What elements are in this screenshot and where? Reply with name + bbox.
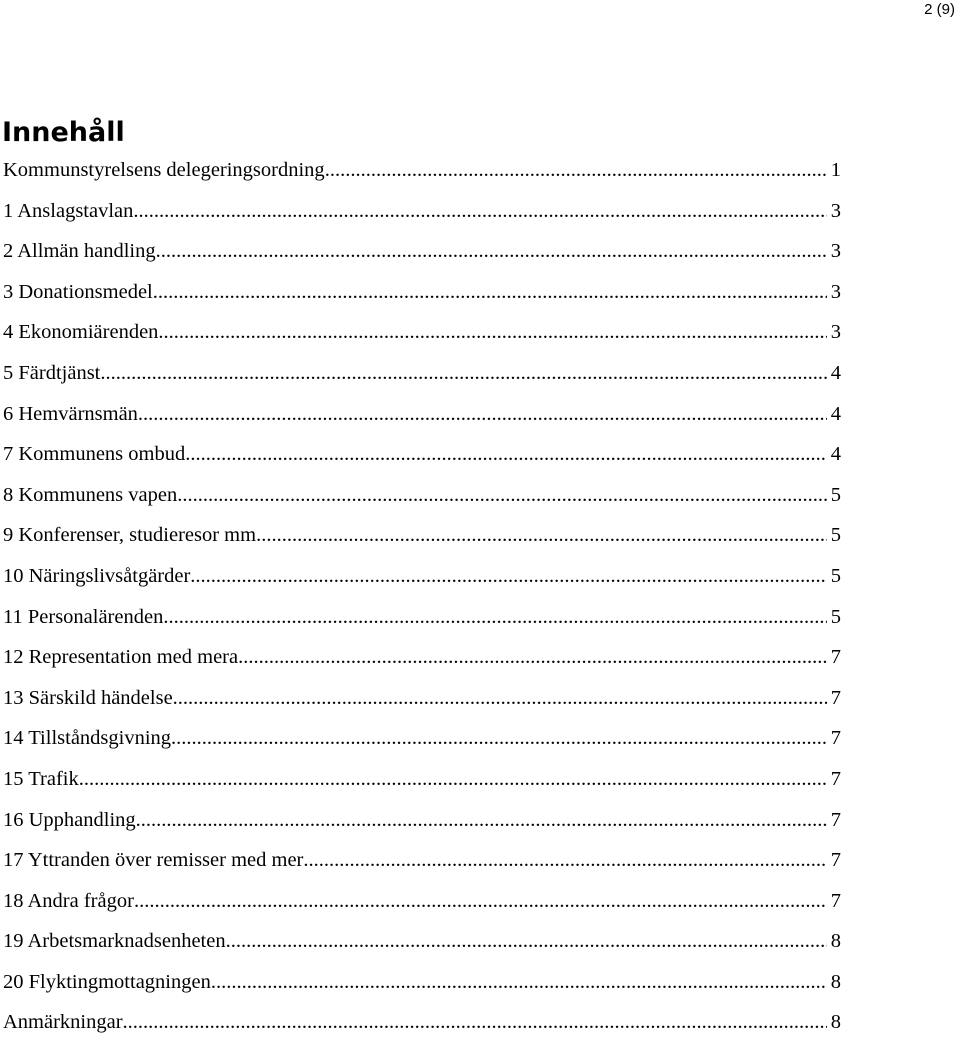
toc-entry-page-number: 7 [830,767,841,790]
toc-heading: Innehåll [2,117,125,148]
toc-entry[interactable] [3,556,841,597]
toc-entry-title: 9 Konferenser, studieresor mm [3,524,257,547]
toc-entry[interactable] [3,150,841,191]
toc-dot-leader [185,434,827,475]
toc-entry-page-number: 8 [830,1011,841,1034]
toc-dot-leader [123,1002,827,1043]
toc-entry[interactable] [3,515,841,556]
toc-entry-title: 11 Personalärenden [3,605,164,628]
toc-entry-title: 16 Upphandling [3,808,136,831]
toc-entry[interactable] [3,312,841,353]
toc-entry-page-number: 7 [830,686,841,709]
toc-dot-leader [177,475,827,516]
toc-entry-title: 13 Särskild händelse [3,686,173,709]
toc-entry-page-number: 5 [830,605,841,628]
toc-entry-title: 2 Allmän handling [3,240,156,263]
toc-dot-leader [256,515,827,556]
toc-entry[interactable] [3,718,841,759]
toc-entry-title: 18 Andra frågor [3,889,134,912]
toc-entry[interactable] [3,191,841,232]
toc-dot-leader [138,394,827,435]
toc-entry-title: 20 Flyktingmottagningen [3,970,211,993]
toc-entry-page-number: 5 [830,483,841,506]
toc-dot-leader [79,759,827,800]
toc-entry[interactable] [3,1002,841,1043]
toc-dot-leader [325,150,827,191]
toc-entry-page-number: 7 [830,849,841,872]
toc-entry[interactable] [3,800,841,841]
toc-entry[interactable] [3,231,841,272]
toc-dot-leader [238,637,827,678]
toc-entry[interactable] [3,475,841,516]
toc-entry-title: 12 Representation med mera [3,646,239,669]
toc-dot-leader [156,231,827,272]
toc-dot-leader [173,678,827,719]
toc-entry[interactable] [3,962,841,1003]
toc-entry-page-number: 7 [830,646,841,669]
toc-entry-title: 4 Ekonomiärenden [3,321,159,344]
toc-entry-page-number: 3 [830,240,841,263]
toc-entry[interactable] [3,759,841,800]
toc-entry-page-number: 5 [830,564,841,587]
toc-entry[interactable] [3,353,841,394]
toc-entry-page-number: 1 [830,159,841,181]
toc-entry-page-number: 5 [830,524,841,547]
toc-entry-title: 14 Tillståndsgivning [3,727,172,750]
toc-dot-leader [158,312,826,353]
toc-entry-title: Kommunstyrelsens delegeringsordning [3,159,325,181]
toc-dot-leader [190,556,826,597]
toc-entry-page-number: 3 [830,199,841,222]
toc-dot-leader [134,881,827,922]
toc-dot-leader [171,718,827,759]
toc-entry-page-number: 4 [830,402,841,425]
toc-dot-leader [163,597,826,638]
toc-entry-title: 1 Anslagstavlan [3,199,134,222]
toc-entry[interactable] [3,394,841,435]
toc-entry[interactable] [3,597,841,638]
toc-entry-title: 15 Trafik [3,767,79,790]
toc-entry-page-number: 4 [830,443,841,466]
toc-entry[interactable] [3,272,841,313]
toc-entry-page-number: 8 [830,930,841,953]
toc-entry-title: 5 Färdtjänst [3,361,101,384]
toc-entry-title: 10 Näringslivsåtgärder [3,564,191,587]
toc-entry[interactable] [3,840,841,881]
toc-entry-page-number: 8 [830,970,841,993]
toc-entry-title: Anmärkningar [3,1011,123,1034]
toc-dot-leader [226,921,827,962]
toc-dot-leader [100,353,826,394]
toc-entry-title: 19 Arbetsmarknadsenheten [3,930,226,953]
page-indicator: 2 (9) [924,1,955,18]
toc-entry-title: 3 Donationsmedel [3,280,153,303]
toc-entry-page-number: 3 [830,280,841,303]
toc-entry-title: 17 Yttranden över remisser med mer [3,849,304,872]
toc-entry-page-number: 4 [830,361,841,384]
toc-entry-title: 7 Kommunens ombud [3,443,186,466]
toc-entry[interactable] [3,881,841,922]
toc-entry-title: 8 Kommunens vapen [3,483,178,506]
toc-dot-leader [136,800,827,841]
toc-entry[interactable] [3,434,841,475]
toc-dot-leader [153,272,827,313]
toc-entry[interactable] [3,637,841,678]
toc-entry[interactable] [3,678,841,719]
toc-entry-page-number: 3 [830,321,841,344]
toc-dot-leader [211,962,827,1003]
toc-entry-page-number: 7 [830,727,841,750]
toc-dot-leader [303,840,826,881]
toc-entry-title: 6 Hemvärnsmän [3,402,138,425]
toc-entry-page-number: 7 [830,808,841,831]
table-of-contents [3,150,841,1043]
toc-dot-leader [133,191,826,232]
toc-entry[interactable] [3,921,841,962]
toc-entry-page-number: 7 [830,889,841,912]
